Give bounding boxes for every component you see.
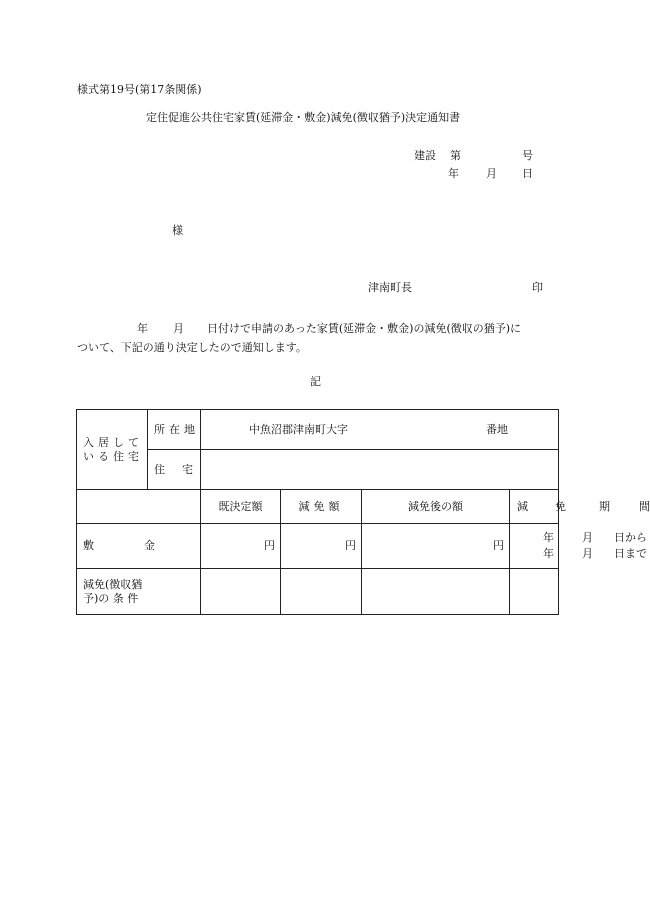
- body-line1-text: 日付けで申請のあった家賃(延滞金・敷金)の減免(徴収の猶予)に: [207, 322, 522, 335]
- banchi-label: 番地: [486, 422, 508, 436]
- deposit-label-1: 敷: [83, 539, 94, 552]
- body-year: 年: [137, 322, 148, 335]
- condition-row: [77, 569, 559, 615]
- notice-date-year: 年: [448, 167, 459, 180]
- yen-existing: 円: [264, 539, 275, 552]
- addressee-suffix: 様: [172, 224, 183, 237]
- residence-label-line2: いる住宅: [83, 449, 143, 463]
- notice-prefix: 建設: [414, 149, 436, 162]
- deposit-existing-cell: [201, 524, 281, 569]
- deposit-after-cell: [362, 524, 510, 569]
- deposit-reduction-cell: [281, 524, 362, 569]
- condition-label-cell: [77, 569, 201, 615]
- period-from-year: 年: [543, 531, 554, 544]
- col-after: 減免後の額: [362, 490, 510, 524]
- col-period: [510, 490, 650, 524]
- period-to-month: 月: [582, 547, 593, 560]
- location-value: 中魚沼郡津南町大字: [249, 422, 348, 436]
- deposit-label-cell: [77, 524, 201, 569]
- condition-label-line2: 予)の 条 件: [83, 591, 139, 605]
- period-from-month: 月: [582, 531, 593, 544]
- location-row: [77, 410, 559, 450]
- notice-date-day: 日: [522, 167, 533, 180]
- yen-reduction: 円: [345, 539, 356, 552]
- header-blank-cell: [77, 490, 201, 524]
- body-line2-text: ついて、下記の通り決定したので通知します。: [77, 341, 307, 354]
- location-value-cell: [201, 410, 559, 450]
- residence-label-line1: 入居して: [83, 435, 143, 449]
- condition-period-cell: [510, 569, 559, 615]
- col-reduction: 減免額: [281, 490, 362, 524]
- col-period-4: 間: [639, 499, 650, 513]
- residence-label: [77, 410, 148, 490]
- condition-after-cell: [362, 569, 510, 615]
- housing-label-cell: [148, 450, 201, 490]
- condition-reduction-cell: [281, 569, 362, 615]
- col-period-3: 期: [599, 499, 610, 513]
- notice-go: 号: [522, 149, 533, 162]
- body-paragraph: [77, 318, 561, 362]
- period-to-year: 年: [543, 547, 554, 560]
- deposit-period-cell: [510, 524, 647, 569]
- document-title: 定住促進公共住宅家賃(延滞金・敷金)減免(徴収猶予)決定通知書: [146, 111, 461, 124]
- location-label-cell: [148, 410, 201, 450]
- issuer-name: 津南町長: [368, 281, 412, 294]
- location-label: 所在地: [154, 422, 199, 436]
- notice-dai: 第: [450, 149, 461, 162]
- column-header-row: [77, 490, 559, 524]
- period-block: [510, 529, 647, 563]
- housing-row: [77, 450, 559, 490]
- col-period-2: 免: [555, 499, 566, 513]
- period-from-label: 日から: [614, 531, 647, 544]
- deposit-row: [77, 524, 559, 569]
- condition-existing-cell: [201, 569, 281, 615]
- col-existing: 既決定額: [201, 490, 281, 524]
- form-number: 様式第19号(第17条関係): [77, 83, 202, 96]
- yen-after: 円: [493, 539, 504, 552]
- decision-table: [76, 409, 650, 615]
- notice-date-month: 月: [486, 167, 497, 180]
- body-month: 月: [173, 322, 184, 335]
- period-to-label: 日まで: [614, 547, 647, 560]
- housing-value-cell: [201, 450, 559, 490]
- seal-mark: 印: [532, 281, 543, 294]
- housing-label-2: 宅: [182, 462, 193, 476]
- deposit-label-2: 金: [144, 539, 155, 552]
- col-period-1: 減: [517, 499, 528, 513]
- housing-label-1: 住: [154, 462, 165, 476]
- condition-label-line1: 減免(徴収猶: [83, 577, 143, 591]
- ki-heading: 記: [310, 375, 321, 388]
